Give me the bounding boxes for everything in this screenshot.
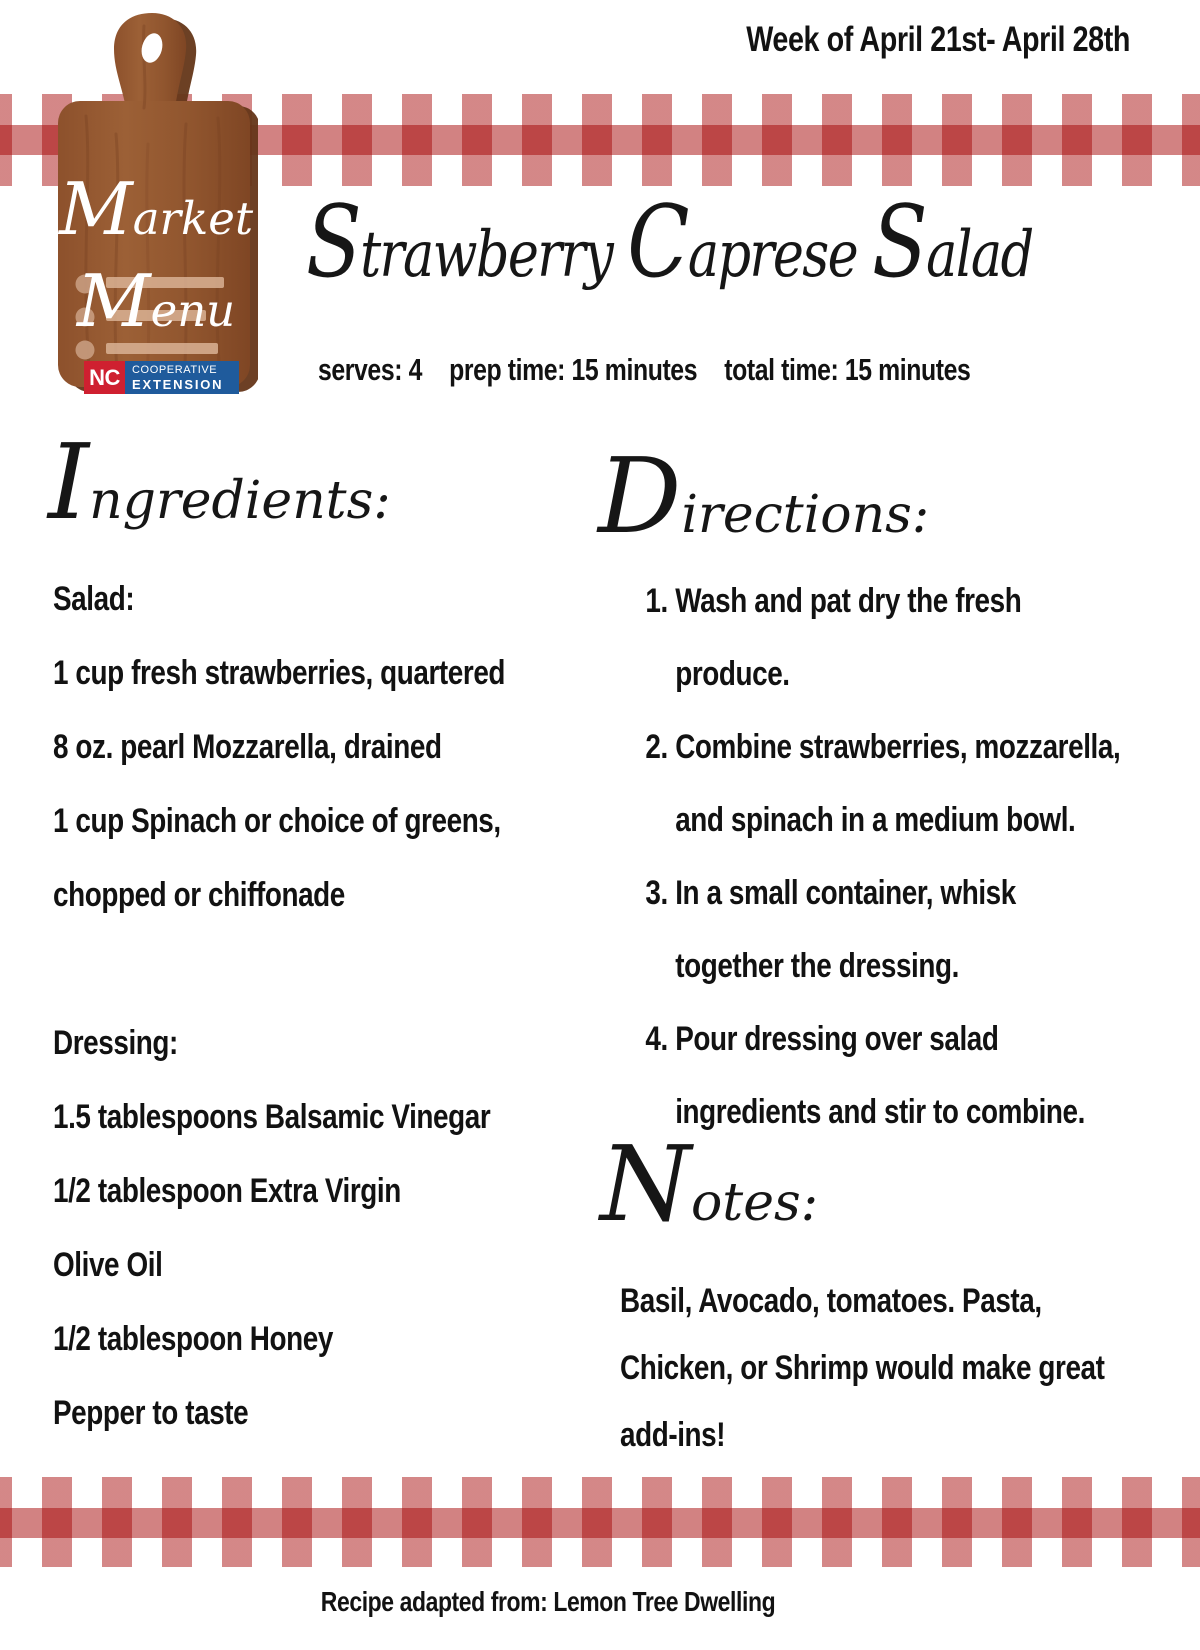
notes-heading: Notes: [600, 1123, 819, 1245]
direction-step: 1. Wash and pat dry the fresh produce. [675, 565, 1122, 711]
note-line: Chicken, or Shrimp would make great [620, 1349, 1105, 1387]
nc-logo-red-box: NC [84, 361, 125, 394]
ingredient-line: 1 cup fresh strawberries, quartered [53, 654, 506, 692]
logo-word-market: Market [58, 167, 254, 251]
recipe-meta-row [318, 352, 970, 388]
logo-wordmark [58, 168, 254, 352]
prep-time-label: prep time: 15 minutes [449, 352, 698, 387]
ingredient-line: 1.5 tablespoons Balsamic Vinegar [53, 1098, 491, 1136]
ingredients-heading: Ingredients: [48, 421, 391, 543]
serves-label: serves: 4 [318, 352, 422, 387]
week-date-label: Week of April 21st- April 28th [746, 20, 1130, 59]
directions-steps [585, 565, 1126, 1149]
ingredient-line: 1 cup Spinach or choice of greens, [53, 802, 501, 840]
ingredient-line: 8 oz. pearl Mozzarella, drained [53, 728, 442, 766]
notes-text [620, 1268, 1105, 1469]
ingredient-line: chopped or chiffonade [53, 876, 345, 914]
recipe-title: Strawberry Caprese Salad [306, 185, 1033, 300]
nc-logo-blue-box [125, 361, 239, 394]
cooperative-label: COOPERATIVE [132, 363, 218, 376]
ingredient-line: 1/2 tablespoon Extra Virgin [53, 1172, 401, 1210]
direction-step: 3. In a small container, whisk together the dressing. [675, 857, 1122, 1003]
ingredient-line: 1/2 tablespoon Honey [53, 1320, 333, 1358]
total-time-label: total time: 15 minutes [724, 352, 971, 387]
direction-step: 4. Pour dressing over salad ingredients and stir to combine. [675, 1003, 1122, 1149]
direction-step: 2. Combine strawberries, mozzarella, and spinach in a medium bowl. [675, 711, 1122, 857]
nc-cooperative-extension-logo [84, 361, 239, 394]
dressing-group [53, 1006, 561, 1450]
dressing-label: Dressing: [53, 1024, 178, 1062]
gingham-band-bottom [0, 1477, 1200, 1567]
ingredients-list [53, 562, 561, 1450]
salad-label: Salad: [53, 580, 135, 618]
note-line: Basil, Avocado, tomatoes. Pasta, [620, 1282, 1042, 1320]
salad-group [53, 562, 561, 932]
ingredient-line: Pepper to taste [53, 1394, 249, 1432]
ingredient-line: Olive Oil [53, 1246, 163, 1284]
directions-list [585, 565, 1126, 1149]
extension-label: EXTENSION [132, 376, 224, 392]
logo-word-menu: Menu [76, 259, 236, 343]
directions-heading: Directions: [598, 435, 930, 557]
footer-credit: Recipe adapted from: Lemon Tree Dwelling [320, 1586, 776, 1617]
note-line: add-ins! [620, 1416, 726, 1454]
